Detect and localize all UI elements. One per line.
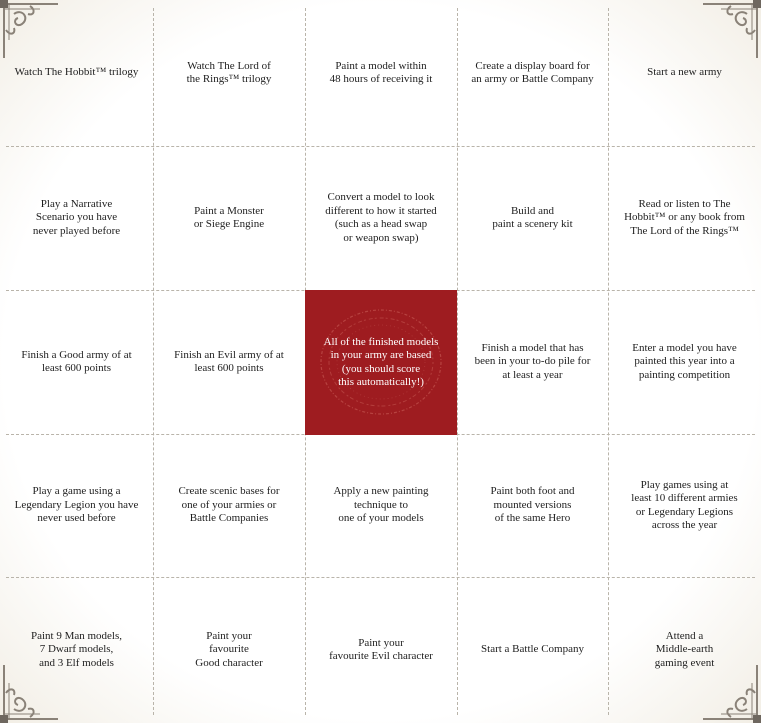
- cell-text: Paint a model within 48 hours of receiving it: [329, 59, 433, 85]
- bingo-cell: [457, 577, 608, 723]
- bingo-cell: [457, 146, 608, 290]
- bingo-cell: [153, 577, 305, 723]
- cell-text: Play a game using a Legendary Legion you have never used before: [14, 485, 139, 525]
- cell-text: Start a Battle Company: [481, 643, 584, 656]
- cell-text: Paint both foot and mounted versions of the same Hero: [490, 485, 575, 525]
- cell-text: Finish a Good army of at least 600 points: [21, 348, 132, 374]
- cell-text: Enter a model you have painted this year into a painting competition: [632, 341, 737, 381]
- corner-ornament-icon: [0, 661, 62, 723]
- cell-text: Apply a new painting technique to one of your models: [333, 485, 429, 525]
- cell-text: Convert a model to look different to how it started (such as a head swap or weapon swap): [325, 191, 437, 244]
- bingo-cell: [457, 434, 608, 577]
- bingo-cell: [153, 434, 305, 577]
- bingo-cell: [0, 434, 153, 577]
- bingo-cell: [305, 577, 457, 723]
- cell-text: Build and paint a scenery kit: [492, 204, 573, 230]
- cell-text: Start a new army: [647, 66, 722, 79]
- cell-text: Paint your favourite Evil character: [329, 636, 433, 662]
- bingo-cell: [305, 0, 457, 146]
- bingo-cell: [457, 0, 608, 146]
- bingo-cell: [0, 146, 153, 290]
- corner-ornament-icon: [699, 0, 761, 62]
- bingo-cell: [608, 434, 761, 577]
- cell-text: Attend a Middle-earth gaming event: [654, 629, 715, 669]
- bingo-cell: [153, 290, 305, 434]
- bingo-cell: [153, 146, 305, 290]
- corner-ornament-icon: [0, 0, 62, 62]
- cell-text: All of the finished models in your army are based (you should score this automatically!): [323, 335, 439, 388]
- cell-text: Play games using at least 10 different armies or Legendary Legions across the year: [631, 478, 738, 531]
- cell-text: Finish an Evil army of at least 600 points: [174, 348, 284, 374]
- corner-ornament-icon: [699, 661, 761, 723]
- cell-text: Paint a Monster or Siege Engine: [193, 204, 265, 230]
- bingo-cell: [0, 290, 153, 434]
- bingo-cell: [608, 290, 761, 434]
- cell-text: Paint 9 Man models, 7 Dwarf models, and 3 Elf models: [30, 629, 123, 669]
- bingo-cell: [305, 434, 457, 577]
- cell-text: Finish a model that has been in your to-do pile for at least a year: [474, 341, 591, 381]
- cell-text: Read or listen to The Hobbit™ or any book from The Lord of the Rings™: [624, 197, 745, 237]
- cell-text: Watch The Hobbit™ trilogy: [14, 66, 139, 79]
- bingo-cell: [457, 290, 608, 434]
- cell-text: Create a display board for an army or Battle Company: [471, 59, 594, 85]
- cell-text: Paint your favourite Good character: [195, 629, 263, 669]
- cell-text: Play a Narrative Scenario you have never played before: [32, 197, 121, 237]
- cell-text: Create scenic bases for one of your armies or Battle Companies: [178, 485, 280, 525]
- free-space-cell: [305, 290, 457, 435]
- bingo-cell: [608, 146, 761, 290]
- bingo-cell: [153, 0, 305, 146]
- cell-text: Watch The Lord of the Rings™ trilogy: [186, 59, 272, 85]
- bingo-cell: [305, 146, 457, 290]
